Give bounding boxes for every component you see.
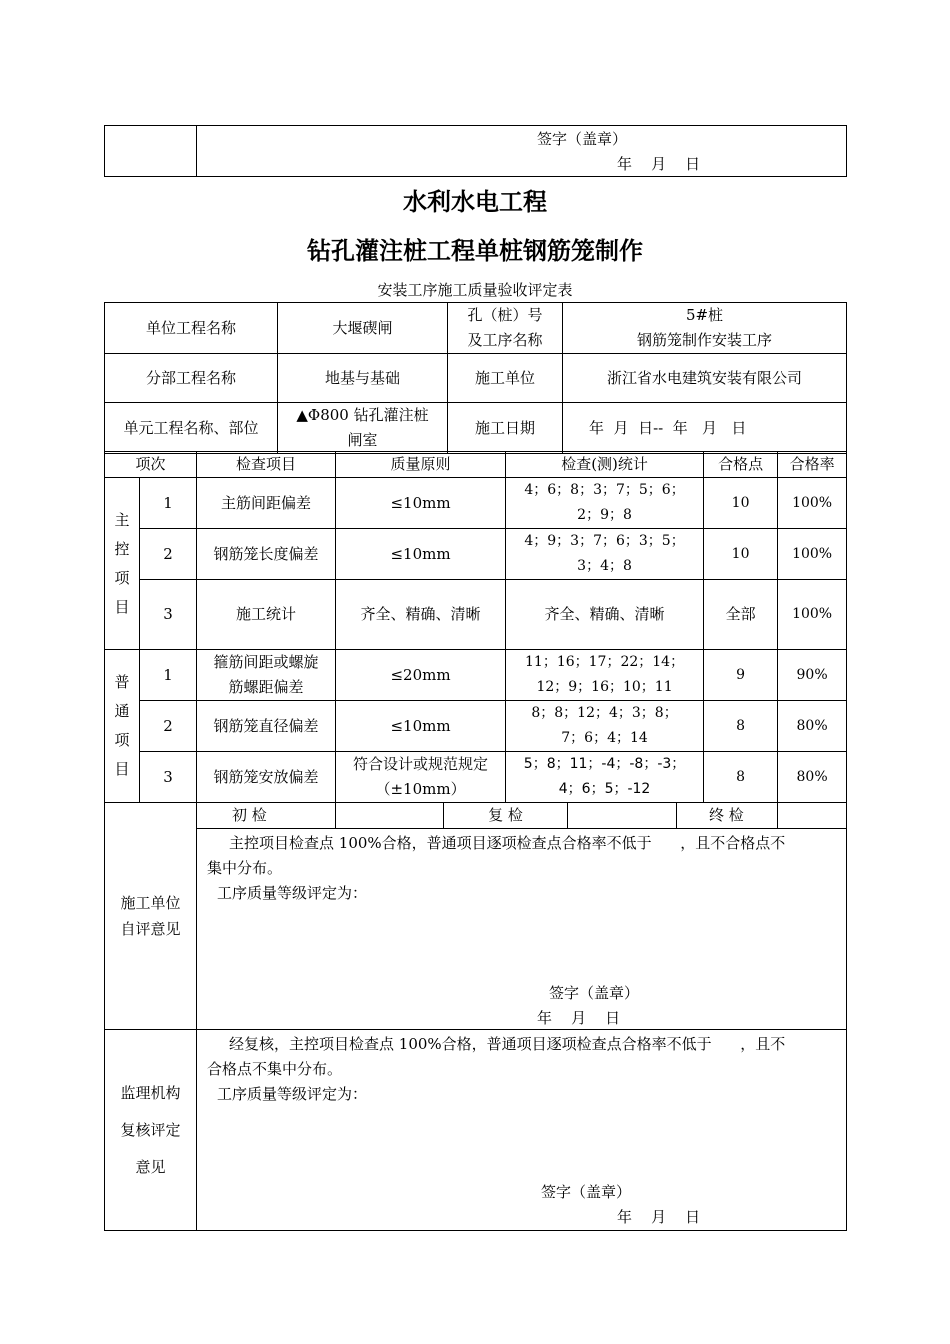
row-item: 钢筋笼安放偏差: [197, 752, 336, 803]
final-inspection-value: [778, 803, 847, 829]
row-stats-line-2: 7；6；4；14: [561, 730, 648, 746]
row-stats: [506, 529, 704, 580]
general-group-char: 普: [114, 673, 130, 691]
row-no: 2: [140, 529, 197, 580]
row-rule: ≤10mm: [336, 478, 506, 529]
row-stats-line-1: 11；16；17；22；14；: [525, 654, 685, 670]
row-no: 1: [140, 650, 197, 701]
self-eval-label-line-1: 施工单位: [120, 894, 181, 912]
hole-label-line-2: 及工序名称: [467, 331, 543, 349]
part-project-value: 地基与基础: [278, 354, 448, 403]
second-inspection-label: 复 检: [444, 803, 568, 829]
hole-label-line-1: 孔（桩）号: [467, 306, 543, 324]
row-item-line-1: 箍筋间距或螺旋: [213, 653, 319, 671]
hole-value-line-2: 钢筋笼制作安装工序: [636, 331, 772, 349]
row-stats-line-2: 3；4；8: [577, 558, 632, 574]
row-rule: ≤10mm: [336, 529, 506, 580]
row-stats-line-2: 4；6；5；-12: [558, 781, 651, 797]
row-rule: [336, 752, 506, 803]
row-rate: 80%: [778, 701, 847, 752]
second-inspection-value: [568, 803, 677, 829]
date-label: 施工日期: [448, 403, 563, 454]
first-inspection-value: [336, 803, 444, 829]
supervisor-eval-label-line-1: 监理机构: [120, 1083, 181, 1102]
self-eval-row: [105, 829, 847, 1030]
subtitle: 安装工序施工质量验收评定表: [377, 281, 573, 299]
supervisor-eval-row: [105, 1030, 847, 1231]
row-points: 8: [704, 752, 778, 803]
row-stats: [506, 650, 704, 701]
row-stats-line-1: 4；6；8；3；7；5；6；: [524, 482, 685, 498]
unit-project-value: 大堰碶闸: [278, 303, 448, 354]
table-row: [105, 701, 847, 752]
row-points: 9: [704, 650, 778, 701]
row-rate: 100%: [778, 529, 847, 580]
row-no: 2: [140, 701, 197, 752]
table-row: [105, 580, 847, 650]
row-rule: ≤10mm: [336, 701, 506, 752]
element-label: 单元工程名称、部位: [105, 403, 278, 454]
title-line-1: 水利水电工程: [403, 188, 547, 216]
row-rule-line-1: 符合设计或规范规定: [353, 755, 489, 773]
element-value: [278, 403, 448, 454]
top-box-left-cell: [105, 126, 197, 177]
self-eval-sign: 签字（盖章）: [549, 984, 640, 1002]
date-value: 年 月 日-- 年 月 日: [563, 403, 847, 454]
row-stats-line-2: 12；9；16；10；11: [536, 679, 673, 695]
table-row: [105, 650, 847, 701]
self-eval-content: [197, 829, 847, 1030]
hole-label: [448, 303, 563, 354]
row-stats-line-1: 4；9；3；7；6；3；5；: [524, 533, 685, 549]
contractor-value: 浙江省水电建筑安装有限公司: [563, 354, 847, 403]
row-no: 1: [140, 478, 197, 529]
self-eval-text-2: 集中分布。: [207, 859, 283, 877]
header-table: [104, 302, 847, 454]
top-signature-box: [104, 125, 847, 177]
row-item: 主筋间距偏差: [197, 478, 336, 529]
general-group-char: 项: [114, 731, 130, 749]
row-item: 钢筋笼直径偏差: [197, 701, 336, 752]
self-eval-date: 年 月 日: [537, 1009, 621, 1027]
main-group-label: [105, 478, 140, 650]
col-pass-points: 合格点: [704, 452, 778, 478]
row-points: 10: [704, 478, 778, 529]
main-group-char: 目: [114, 597, 130, 616]
row-no: 3: [140, 580, 197, 650]
row-points: 全部: [704, 580, 778, 650]
row-item: 施工统计: [197, 580, 336, 650]
main-group-char: 主: [114, 510, 130, 529]
main-group-char: 项: [114, 568, 130, 587]
supervisor-eval-text-2: 合格点不集中分布。: [207, 1060, 343, 1078]
row-stats-line-1: 5；8；11；-4；-8；-3；: [523, 756, 686, 772]
self-eval-text-1: 主控项目检查点 100%合格，普通项目逐项检查点合格率不低于 ，且不合格点不: [229, 834, 786, 852]
hole-value: [563, 303, 847, 354]
contractor-label: 施工单位: [448, 354, 563, 403]
supervisor-eval-text-3: 工序质量等级评定为：: [217, 1085, 368, 1103]
row-item: 钢筋笼长度偏差: [197, 529, 336, 580]
self-eval-text-3: 工序质量等级评定为：: [217, 884, 368, 902]
row-rate: 100%: [778, 478, 847, 529]
row-no: 3: [140, 752, 197, 803]
element-value-line-2: 闸室: [347, 431, 378, 449]
table-row: [105, 752, 847, 803]
table-row: [105, 478, 847, 529]
row-rate: 100%: [778, 580, 847, 650]
title-line-2: 钻孔灌注桩工程单桩钢筋笼制作: [307, 237, 643, 265]
general-group-label: [105, 650, 140, 803]
part-project-label: 分部工程名称: [105, 354, 278, 403]
hole-value-line-1: 5#桩: [685, 306, 724, 324]
table-row: [105, 529, 847, 580]
row-points: 8: [704, 701, 778, 752]
row-stats-line-2: 2；9；8: [577, 507, 632, 523]
final-inspection-label: 终 检: [677, 803, 778, 829]
col-check-item: 检查项目: [197, 452, 336, 478]
supervisor-eval-content: [197, 1030, 847, 1231]
row-rule: 齐全、精确、清晰: [336, 580, 506, 650]
self-eval-label: [105, 803, 197, 1030]
col-quality-rule: 质量原则: [336, 452, 506, 478]
row-stats: [506, 478, 704, 529]
supervisor-eval-date: 年 月 日: [617, 1208, 701, 1226]
general-group-char: 通: [114, 702, 130, 720]
top-sign-label: 签字（盖章）: [537, 130, 628, 148]
top-date-label: 年 月 日: [617, 155, 701, 173]
supervisor-eval-label: [105, 1030, 197, 1231]
general-group-char: 目: [114, 760, 130, 778]
main-group-char: 控: [114, 539, 130, 558]
supervisor-eval-text-1: 经复核，主控项目检查点 100%合格，普通项目逐项检查点合格率不低于 ，且不: [229, 1035, 786, 1053]
inspection-row: [105, 803, 847, 829]
row-rate: 90%: [778, 650, 847, 701]
col-stats: 检查(测)统计: [506, 452, 704, 478]
row-rule-line-2: （±10mm）: [375, 780, 466, 798]
col-pass-rate: 合格率: [778, 452, 847, 478]
col-item-no: 项次: [105, 452, 197, 478]
supervisor-eval-label-line-3: 意见: [135, 1157, 166, 1176]
supervisor-eval-label-line-2: 复核评定: [120, 1120, 181, 1139]
row-rate: 80%: [778, 752, 847, 803]
row-item: [197, 650, 336, 701]
row-item-line-2: 筋螺距偏差: [228, 678, 304, 696]
items-table: [104, 451, 847, 1231]
element-value-line-1: ▲Φ800 钻孔灌注桩: [296, 406, 429, 424]
first-inspection-label: 初 检: [197, 803, 336, 829]
row-stats: [506, 701, 704, 752]
unit-project-label: 单位工程名称: [105, 303, 278, 354]
top-box-sign-cell: [197, 126, 847, 177]
row-stats-line-1: 8；8；12；4；3；8；: [531, 705, 678, 721]
row-stats: [506, 752, 704, 803]
row-rule: ≤20mm: [336, 650, 506, 701]
row-points: 10: [704, 529, 778, 580]
row-stats: 齐全、精确、清晰: [506, 580, 704, 650]
supervisor-eval-sign: 签字（盖章）: [541, 1183, 632, 1201]
self-eval-label-line-2: 自评意见: [120, 920, 181, 938]
